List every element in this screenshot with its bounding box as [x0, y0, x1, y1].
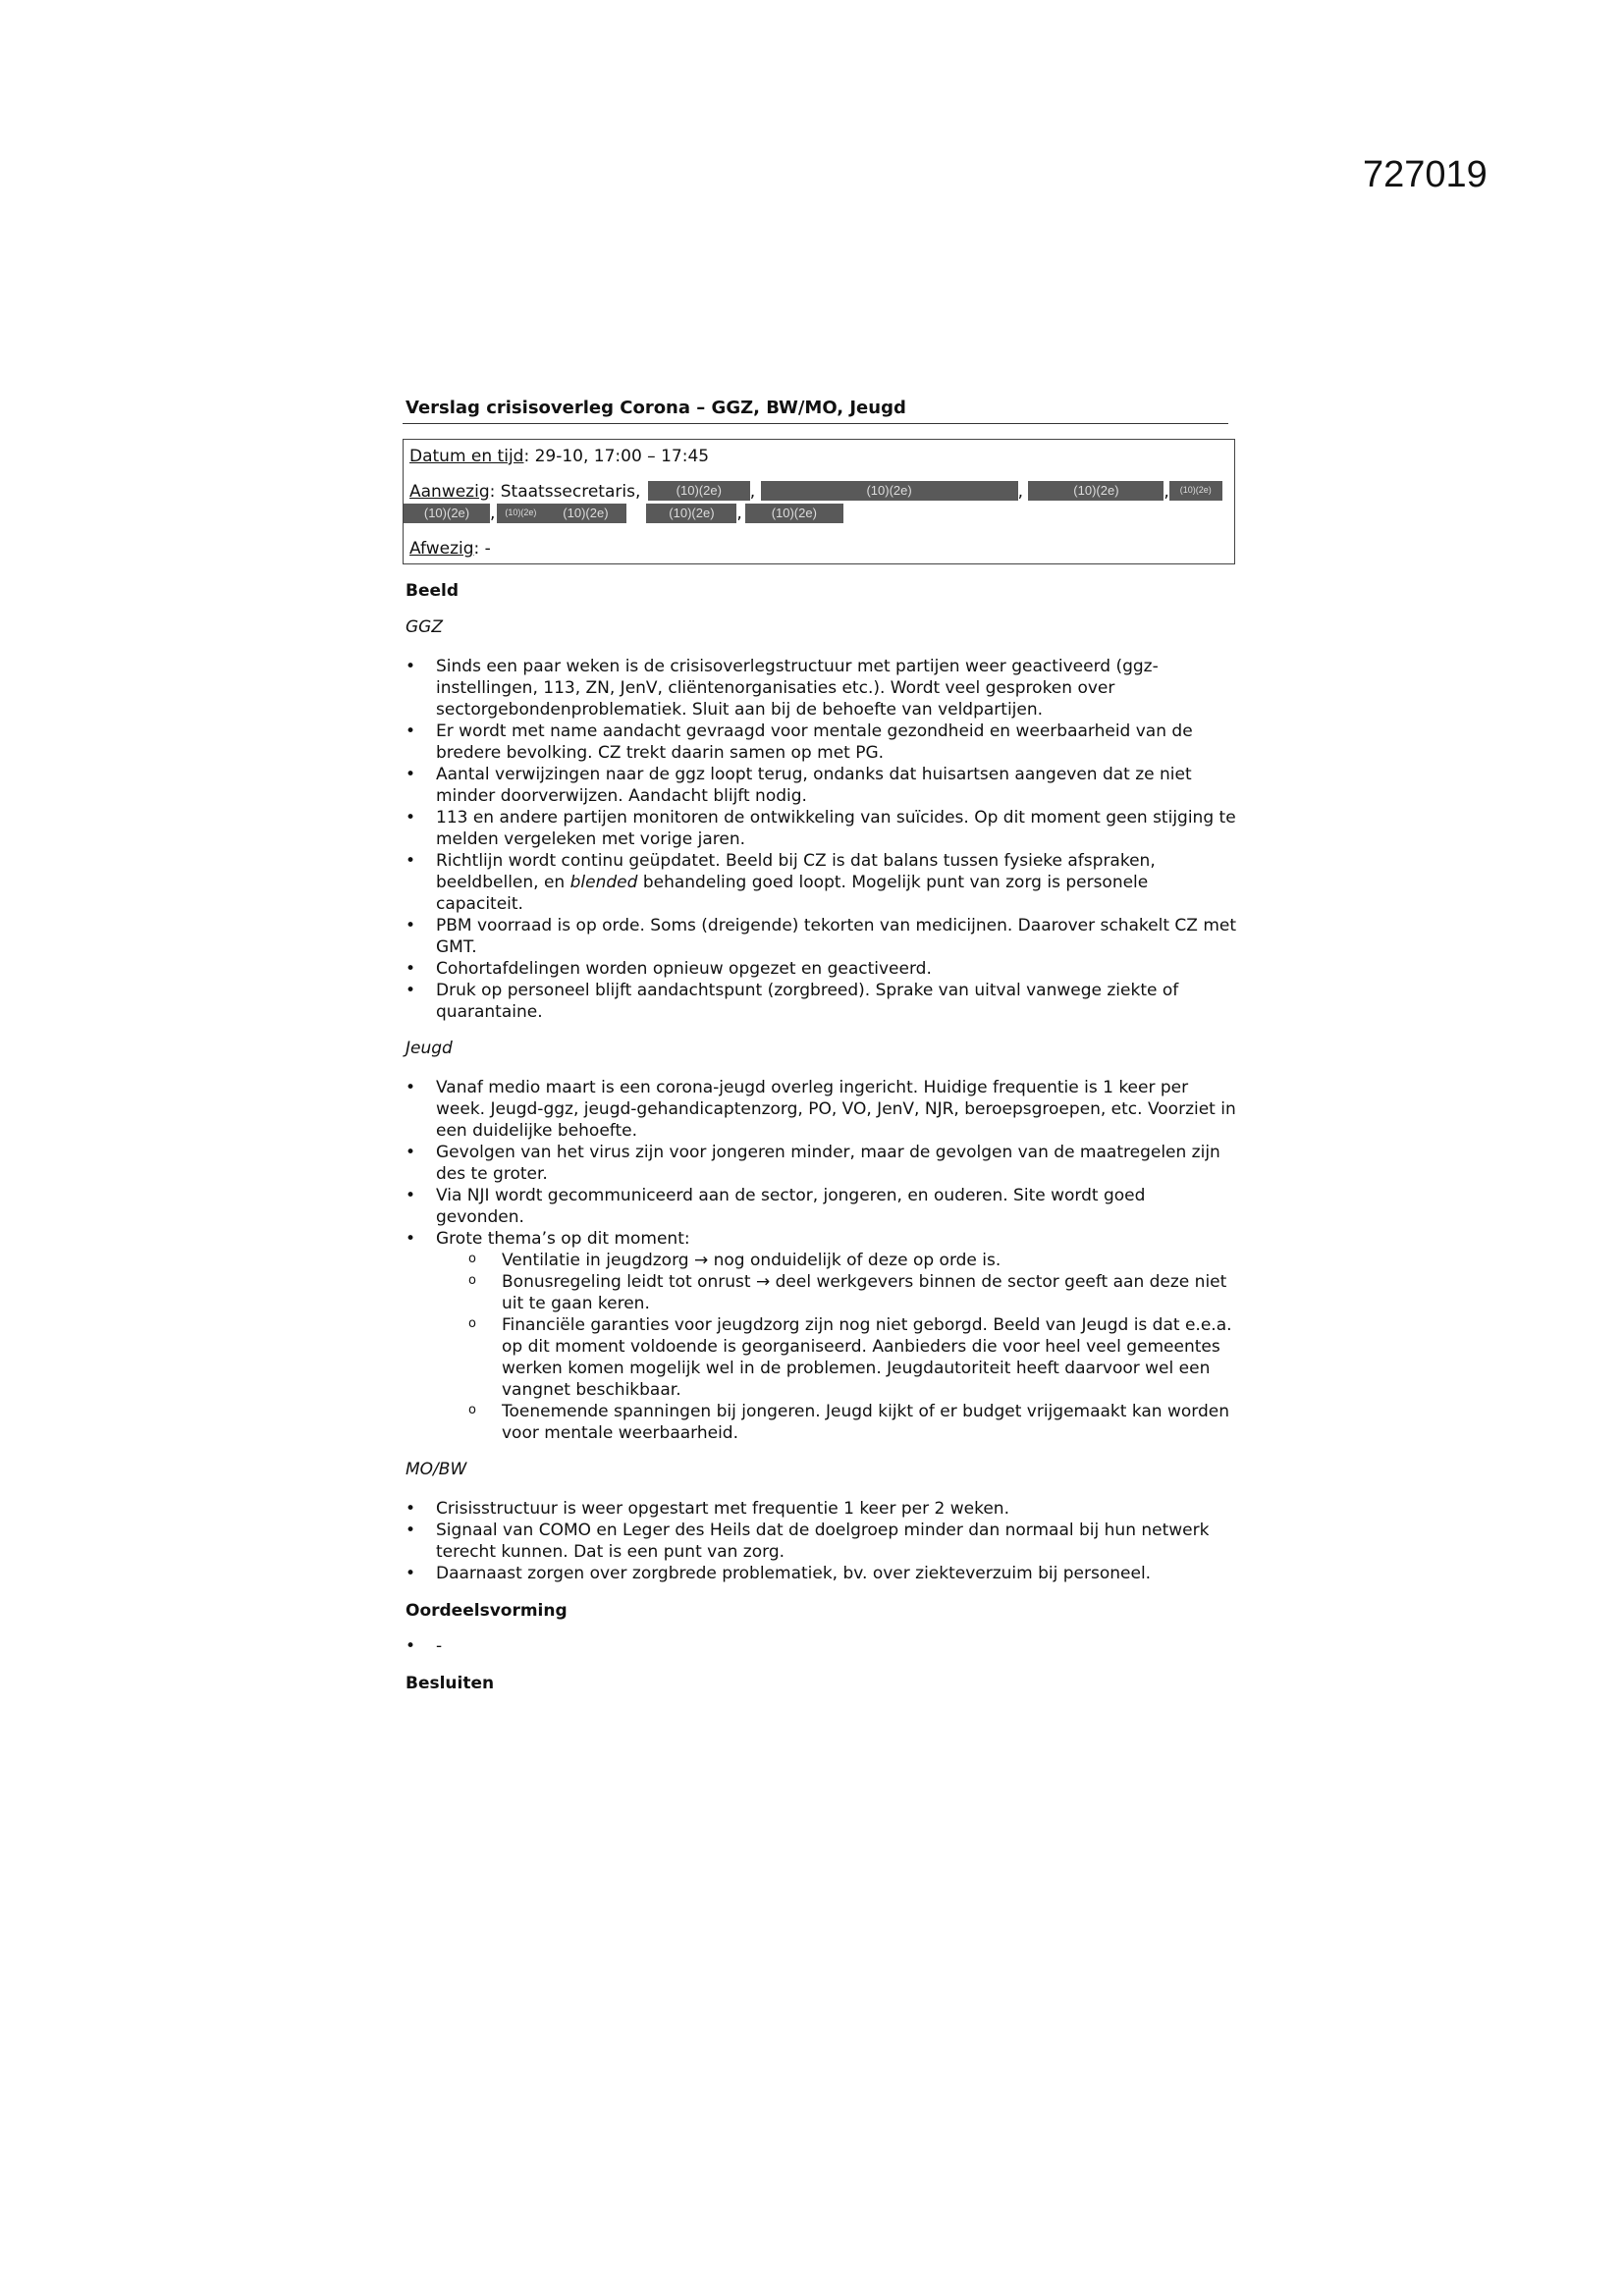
- list-item: • Gevolgen van het virus zijn voor jongeren minder, maar de gevolgen van de maatregelen zijn des te groter.: [403, 1142, 1237, 1185]
- redaction-block: (10)(2e): [1028, 481, 1164, 501]
- jeugd-list: [403, 1077, 1237, 1444]
- redaction-block: (10)(2e): [646, 504, 736, 523]
- list-item: • Druk op personeel blijft aandachtspunt (zorgbreed). Sprake van uitval vanwege ziekte of quarantaine.: [403, 980, 1237, 1023]
- list-item: • Vanaf medio maart is een corona-jeugd overleg ingericht. Huidige frequentie is 1 keer per week. Jeugd-ggz, jeugd-gehandicaptenzorg, PO, VO, JenV, NJR, beroepsgroepen, etc. Voorziet in een duidelijke behoefte.: [403, 1077, 1237, 1142]
- list-item: • Crisisstructuur is weer opgestart met frequentie 1 keer per 2 weken.: [403, 1498, 1237, 1520]
- date-time-value: : 29-10, 17:00 – 17:45: [523, 447, 710, 466]
- attendees-line: Aanwezig: Staatssecretaris, (10)(2e) , (10)(2e) , (10)(2e) , (10)(2e): [404, 481, 1234, 503]
- redaction-block: (10)(2e): [648, 481, 750, 501]
- mobw-list: [403, 1498, 1237, 1584]
- list-item: • 113 en andere partijen monitoren de ontwikkeling van suïcides. Op dit moment geen stijging te melden vergeleken met vorige jaren.: [403, 807, 1237, 850]
- list-item: • Signaal van COMO en Leger des Heils dat de doelgroep minder dan normaal bij hun netwerk terecht kunnen. Dat is een punt van zorg.: [403, 1520, 1237, 1563]
- attendees-value: : Staatssecretaris,: [489, 482, 641, 502]
- list-item: • Sinds een paar weken is de crisisoverlegstructuur met partijen weer geactiveerd (ggz-instellingen, 113, ZN, JenV, cliëntenorganisaties etc.). Wordt veel gesproken over sectorgebondenproblematiek. Sluit aan bij de behoefte van veldpartijen.: [403, 656, 1237, 721]
- sub-list-item: o Financiële garanties voor jeugdzorg zijn nog niet geborgd. Beeld van Jeugd is dat e.e.a. op dit moment voldoende is georganiseerd. Aanbieders die voor heel veel gemeentes werken komen mogelijk wel in de problemen. Jeugdautoriteit heeft daarvoor wel een vangnet beschikbaar.: [436, 1314, 1237, 1401]
- list-item: • Richtlijn wordt continu geüpdatet. Beeld bij CZ is dat balans tussen fysieke afspraken, beeldbellen, en blended behandeling goed loopt. Mogelijk punt van zorg is personele capaciteit.: [403, 850, 1237, 915]
- list-item: • PBM voorraad is op orde. Soms (dreigende) tekorten van medicijnen. Daarover schakelt CZ met GMT.: [403, 915, 1237, 958]
- date-time-line: [404, 446, 1234, 467]
- list-item: • Daarnaast zorgen over zorgbrede problematiek, bv. over ziekteverzuim bij personeel.: [403, 1563, 1237, 1584]
- redaction-block: (10)(2e): [745, 504, 843, 523]
- redaction-block: (10)(2e): [761, 481, 1018, 501]
- redaction-block: (10)(2e): [404, 504, 490, 523]
- subheading-ggz: GGZ: [406, 617, 443, 637]
- absent-line: [404, 538, 1234, 560]
- list-item: • Grote thema’s op dit moment: o Ventilatie in jeugdzorg → nog onduidelijk of deze op orde is. o Bonusregeling leidt tot onrust → deel werkgevers binnen de sector geeft aan deze niet uit te gaan keren. o Financiële garanties voor jeugdzorg zijn nog niet geborgd. Beeld van Jeugd is dat e.e.a. op dit moment voldoende is georganiseerd. Aanbieders die voor heel veel gemeentes werken komen mogelijk wel in de problemen. Jeugdautoriteit heeft daarvoor wel een vangnet beschikbaar. o Toenemende spanningen bij jongeren. Jeugd kijkt of er budget vrijgemaakt kan worden voor mentale weerbaarheid.: [403, 1228, 1237, 1444]
- meeting-info-box: [403, 439, 1235, 564]
- absent-value: : -: [473, 539, 491, 559]
- section-heading-beeld: Beeld: [406, 581, 460, 601]
- list-item: • Cohortafdelingen worden opnieuw opgezet en geactiveerd.: [403, 958, 1237, 980]
- list-item: • Via NJI wordt gecommuniceerd aan de sector, jongeren, en ouderen. Site wordt goed gevonden.: [403, 1185, 1237, 1228]
- list-item: • Er wordt met name aandacht gevraagd voor mentale gezondheid en weerbaarheid van de bredere bevolking. CZ trekt daarin samen op met PG.: [403, 721, 1237, 764]
- redaction-block: (10)(2e): [1169, 481, 1222, 501]
- subheading-mobw: MO/BW: [406, 1460, 467, 1479]
- redaction-block: (10)(2e): [544, 504, 626, 523]
- sub-list-item: o Bonusregeling leidt tot onrust → deel werkgevers binnen de sector geeft aan deze niet uit te gaan keren.: [436, 1271, 1237, 1314]
- sub-list-item: o Toenemende spanningen bij jongeren. Jeugd kijkt of er budget vrijgemaakt kan worden voor mentale weerbaarheid.: [436, 1401, 1237, 1444]
- ggz-list: [403, 656, 1237, 1023]
- list-item: • -: [403, 1635, 1237, 1657]
- document-title: Verslag crisisoverleg Corona – GGZ, BW/MO, Jeugd: [403, 398, 1228, 424]
- section-heading-besluiten: Besluiten: [406, 1674, 495, 1693]
- list-item: • Aantal verwijzingen naar de ggz loopt terug, ondanks dat huisartsen aangeven dat ze niet minder doorverwijzen. Aandacht blijft nodig.: [403, 764, 1237, 807]
- subheading-jeugd: Jeugd: [406, 1039, 453, 1058]
- italic-term: blended: [569, 873, 638, 892]
- absent-label: Afwezig: [409, 539, 474, 559]
- document-number: 727019: [1363, 154, 1488, 195]
- redaction-block: (10)(2e): [497, 504, 544, 523]
- sub-list-item: o Ventilatie in jeugdzorg → nog onduidelijk of deze op orde is.: [436, 1250, 1237, 1271]
- date-time-label: Datum en tijd: [409, 447, 524, 466]
- jeugd-themes-list: [436, 1250, 1237, 1444]
- attendees-label: Aanwezig: [409, 482, 490, 502]
- section-heading-oordeelsvorming: Oordeelsvorming: [406, 1601, 568, 1621]
- attendees-line-2: (10)(2e) , (10)(2e) (10)(2e) (10)(2e) , (10)(2e): [404, 503, 1234, 524]
- document-body: [403, 398, 1237, 1694]
